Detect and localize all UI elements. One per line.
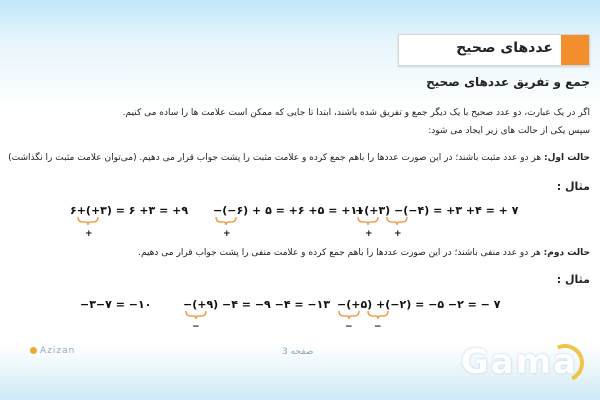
case1-example-2: −(−۶) + ۵ = +۶ +۵ = +۱۱ <box>213 204 364 217</box>
brace-sign-5: − <box>192 322 200 332</box>
title-box <box>398 34 590 66</box>
brace-sign-1: + <box>85 229 93 239</box>
brace-1 <box>76 216 100 226</box>
case1-example-3: +(+۳) −(−۴) = +۳ +۴ = + ۷ <box>355 204 519 217</box>
example-label-2: مثال : <box>556 273 590 286</box>
brace-sign-2: + <box>223 229 231 239</box>
brace-4 <box>385 216 409 226</box>
brace-sign-3: + <box>365 229 373 239</box>
case2-example-1: −۳−۷ = −۱۰ <box>80 298 152 311</box>
brace-sign-7: − <box>374 322 382 332</box>
brace-5 <box>184 310 208 320</box>
brand-name: Azizan <box>40 346 76 356</box>
section-subtitle: جمع و تفریق عددهای صحیح <box>426 75 590 89</box>
case2-text: هر دو عدد منفی باشند؛ در این صورت عددها را باهم جمع کرده و علامت منفی را پشت جواب قرار می دهیم. <box>138 248 544 258</box>
case1-paragraph <box>8 153 590 163</box>
slide-title: عددهای صحیح <box>456 40 553 56</box>
brace-7 <box>366 310 390 320</box>
gama-watermark: Gama <box>460 342 578 382</box>
brace-sign-4: + <box>394 229 402 239</box>
example-label-1: مثال : <box>556 180 590 193</box>
brace-3 <box>356 216 380 226</box>
brace-sign-6: − <box>345 322 353 332</box>
intro-line-2: سپس یکی از حالت های زیر ایجاد می شود: <box>428 126 590 136</box>
case2-example-2: −(+۹) −۴ = −۹ −۴ = −۱۳ <box>183 298 331 311</box>
case1-example-1: ۶+(+۳) = ۶ +۳ = +۹ <box>70 204 189 217</box>
brace-6 <box>337 310 361 320</box>
intro-line-1: اگر در یک عبارت، دو عدد صحیح با یک دیگر جمع و تفریق شده باشند، ابتدا تا جایی که ممکن است علامت ها را ساده می کنیم. <box>122 108 590 118</box>
case2-paragraph <box>138 248 590 258</box>
case2-label: حالت دوم: <box>543 248 590 258</box>
page-number: صفحه 3 <box>282 347 314 357</box>
case2-example-3: −(+۵) +(−۲) = −۵ −۲ = − ۷ <box>337 298 501 311</box>
case1-label: حالت اول: <box>544 153 590 163</box>
brace-2 <box>214 216 238 226</box>
brand-logo-icon <box>30 347 37 354</box>
case1-text: هر دو عدد مثبت باشند؛ در این صورت عددها را باهم جمع کرده و علامت مثبت را پشت جواب قرار می دهیم. (می‌توان علامت مثبت را نگذاشت) <box>8 153 544 163</box>
title-accent-bar <box>561 35 589 65</box>
brand-logo <box>30 346 75 356</box>
